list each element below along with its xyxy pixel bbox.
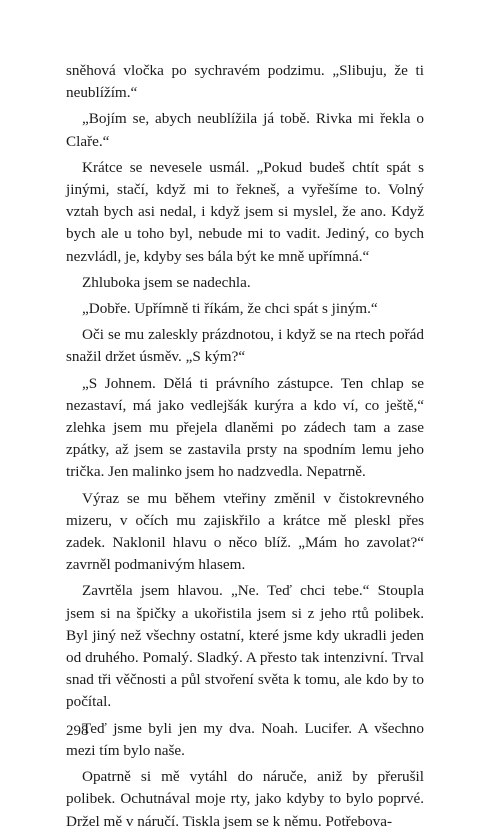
paragraph: Zavrtěla jsem hlavou. „Ne. Teď chci tebe.“ Stoupla jsem si na špičky a ukořistila jsem si z jeho rtů polibek. Byl jiný než všechny ostatní, které jsme kdy ukradli jeden od druhého. Pomalý. Sladký. A přesto tak intenzivní. Trval snad tři věčnosti a půl stvoření světa k tomu, ale kdo by to počítal. (66, 582, 424, 711)
paragraph: „S Johnem. Dělá ti právního zástupce. Ten chlap se nezastaví, má jako vedlejšák kurýra a kdo ví, co ještě,“ zlehka jsem mu přejela dlaněmi po zádech tam a zase zpátky, až jsem se zastavila prsty na spodním lemu jeho trička. Jen malinko jsem ho nadzvedla. Nepatrně. (66, 374, 424, 481)
page-number: 298 (66, 723, 89, 739)
paragraph: Oči se mu zaleskly prázdnotou, i když se na rtech pořád snažil držet úsměv. „S kým?“ (66, 326, 424, 366)
paragraph: sněhová vločka po sychravém podzimu. „Slibuju, že ti neublížím.“ (66, 62, 424, 102)
paragraph: Zhluboka jsem se nadechla. (82, 273, 251, 291)
paragraph: Opatrně si mě vytáhl do náruče, aniž by přerušil polibek. Ochutnával moje rty, jako kdyby to bylo poprvé. Držel mě v náručí. Tiskla jsem se k němu. Potřebova- (66, 768, 424, 830)
paragraph: Teď jsme byli jen my dva. Noah. Lucifer. A všechno mezi tím bylo naše. (66, 719, 424, 759)
paragraph: Krátce se nevesele usmál. „Pokud budeš chtít spát s jinými, stačí, když mi to řekneš, a vyřešíme to. Volný vztah bych asi nedal, i když jsem si myslel, že ano. Když bych ale u toho byl, nebude mi to vadit. Jediný, co bych nezvládl, je, kdyby ses bála být ke mně upřímná.“ (66, 158, 424, 265)
paragraph: „Dobře. Upřímně ti říkám, že chci spát s jiným.“ (82, 300, 378, 318)
paragraph: „Bojím se, abych neublížila já tobě. Rivka mi řekla o Claře.“ (66, 110, 424, 150)
paragraph: Výraz se mu během vteřiny změnil v čistokrevného mizeru, v očích mu zajiskřilo a krátce mě pleskl přes zadek. Naklonil hlavu o něco blíž. „Mám ho zavolat?“ zavrněl podmanivým hlasem. (66, 489, 424, 574)
body-text (66, 60, 424, 837)
